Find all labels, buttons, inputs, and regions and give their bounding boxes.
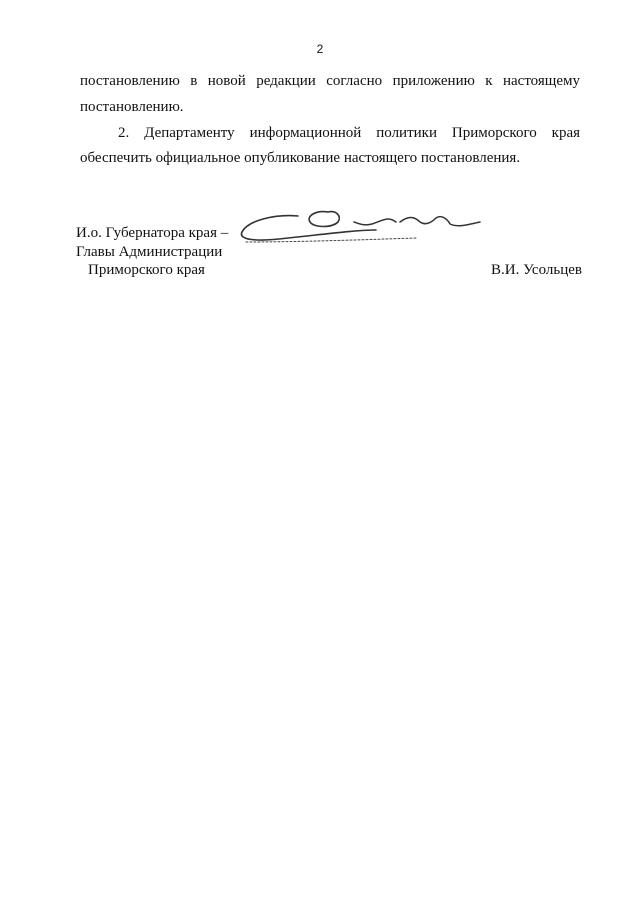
paragraph-line-4: обеспечить официальное опубликование настоящего постановления. [80, 150, 521, 166]
page-number: 2 [316, 42, 324, 56]
signer-position-line-1: И.о. Губернатора края – [76, 225, 229, 241]
handwritten-signature [236, 202, 486, 250]
paragraph-line-2: постановлению. [80, 99, 184, 115]
signer-position-line-3: Приморского края [88, 262, 205, 278]
signer-name: В.И. Усольцев [491, 262, 582, 278]
signer-position [76, 224, 228, 280]
paragraph-line-1: постановлению в новой редакции согласно приложению к настоящему [80, 73, 580, 89]
paragraph-line-3: 2. Департаменту информационной политики Приморского края [118, 125, 580, 141]
signer-position-line-2: Главы Администрации [76, 243, 223, 260]
